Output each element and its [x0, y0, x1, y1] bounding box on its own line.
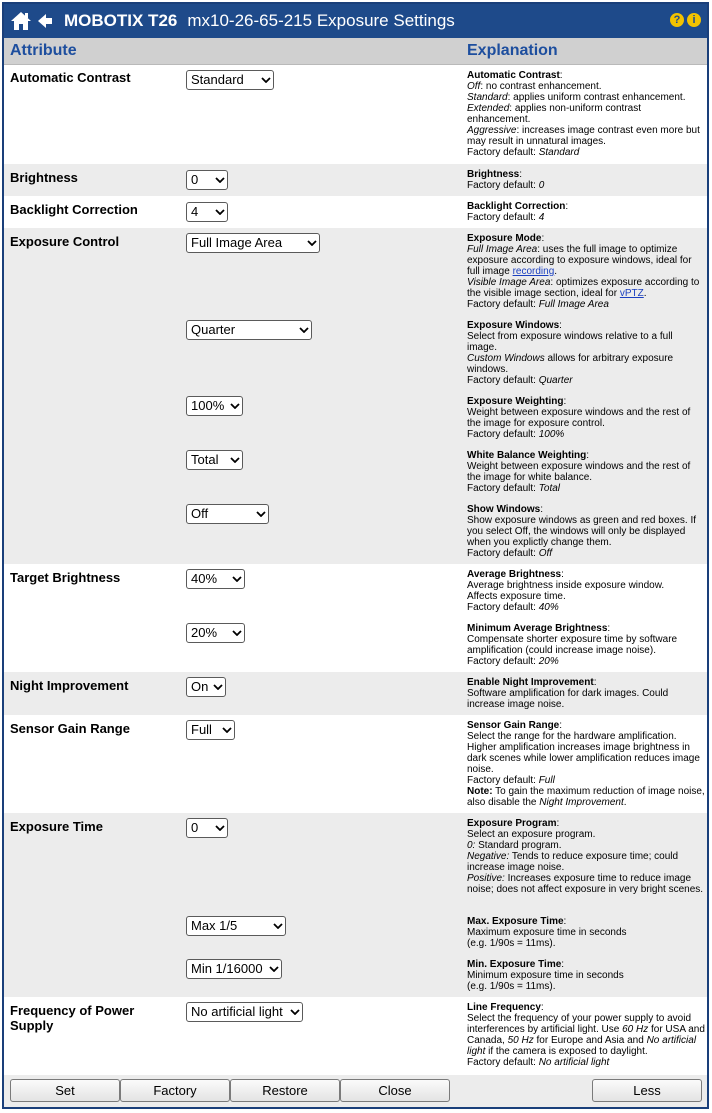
row-brightness — [4, 164, 707, 196]
less-button[interactable]: Less — [592, 1079, 702, 1102]
column-header — [4, 38, 707, 65]
chevron-down-icon — [271, 917, 285, 935]
chevron-down-icon — [259, 71, 273, 89]
row-exposure-control — [4, 228, 707, 564]
vptz-link[interactable]: vPTZ — [619, 288, 644, 299]
chevron-down-icon — [211, 678, 225, 696]
chevron-down-icon — [297, 321, 311, 339]
max-exposure-time-explanation: Max. Exposure Time: Maximum exposure time in seconds (e.g. 1/90s = 11ms). — [467, 916, 627, 949]
white-balance-weighting-select[interactable]: Total — [186, 450, 243, 470]
backlight-correction-select[interactable]: 4 — [186, 202, 228, 222]
min-exposure-time-explanation: Min. Exposure Time: Minimum exposure time in seconds (e.g. 1/90s = 11ms). — [467, 959, 624, 992]
chevron-down-icon — [228, 451, 242, 469]
button-bar — [4, 1075, 707, 1107]
show-windows-explanation: Show Windows: Show exposure windows as green and red boxes. If you select Off, the windows will only be displayed when you explictly change them. Factory default: Off — [467, 504, 697, 559]
page-title: mx10-26-65-215 Exposure Settings — [187, 11, 455, 30]
chevron-down-icon — [288, 1003, 302, 1021]
brand-title: MOBOTIX T26 — [64, 11, 178, 30]
sensor-gain-range-label: Sensor Gain Range — [10, 721, 130, 736]
sensor-gain-range-explanation: Sensor Gain Range: Select the range for the hardware amplification. Higher amplification increases image brightness in dark scenes while lower amplification reduces image noise. Factory default: Full Note: To gain the maximum reduction of image noise, also disable the Night Improvement. — [467, 720, 705, 808]
average-brightness-explanation: Average Brightness: Average brightness inside exposure window. Affects exposure time. Factory default: 40% — [467, 569, 665, 613]
show-windows-select[interactable]: Off — [186, 504, 269, 524]
backlight-correction-label: Backlight Correction — [10, 202, 138, 217]
brightness-label: Brightness — [10, 170, 78, 185]
sensor-gain-range-select[interactable]: Full — [186, 720, 235, 740]
row-exposure-time — [4, 813, 707, 997]
exposure-windows-select[interactable]: Quarter — [186, 320, 312, 340]
chevron-down-icon — [230, 570, 244, 588]
exposure-settings-window — [2, 2, 709, 1109]
row-backlight-correction — [4, 196, 707, 228]
exposure-program-select[interactable]: 0 — [186, 818, 228, 838]
help-icon[interactable]: ? — [670, 13, 684, 27]
automatic-contrast-label: Automatic Contrast — [10, 70, 131, 85]
title-bar — [4, 4, 707, 38]
row-automatic-contrast — [4, 65, 707, 164]
chevron-down-icon — [305, 234, 319, 252]
night-improvement-label: Night Improvement — [10, 678, 129, 693]
power-frequency-explanation: Line Frequency: Select the frequency of your power supply to avoid interferences by artificial light. Use 60 Hz for USA and Canada, 50 Hz for Europe and Asia and No artificial light if the camera is exposed to daylight. Factory default: No artificial light — [467, 1002, 705, 1068]
white-balance-weighting-explanation: White Balance Weighting: Weight between exposure windows and the rest of the image for white balance. Factory default: Total — [467, 450, 691, 494]
chevron-down-icon — [213, 203, 227, 221]
chevron-down-icon — [213, 819, 227, 837]
back-arrow-icon[interactable] — [36, 12, 54, 30]
chevron-down-icon — [220, 721, 234, 739]
chevron-down-icon — [267, 960, 281, 978]
min-exposure-time-select[interactable]: Min 1/16000 — [186, 959, 282, 979]
home-icon[interactable] — [10, 10, 32, 32]
night-improvement-explanation: Enable Night Improvement: Software amplification for dark images. Could increase image noise. — [467, 677, 669, 710]
attribute-header: Attribute — [10, 42, 77, 59]
chevron-down-icon — [230, 624, 244, 642]
power-frequency-label: Frequency of Power Supply — [10, 1003, 135, 1033]
brightness-explanation: Brightness: Factory default: 0 — [467, 169, 545, 191]
row-sensor-gain-range — [4, 715, 707, 813]
backlight-correction-explanation: Backlight Correction: Factory default: 4 — [467, 201, 569, 223]
row-power-frequency — [4, 997, 707, 1073]
factory-button[interactable]: Factory — [120, 1079, 230, 1102]
restore-button[interactable]: Restore — [230, 1079, 340, 1102]
chevron-down-icon — [213, 171, 227, 189]
exposure-control-label: Exposure Control — [10, 234, 120, 249]
recording-link[interactable]: recording — [512, 266, 555, 277]
max-exposure-time-select[interactable]: Max 1/5 — [186, 916, 286, 936]
target-brightness-label: Target Brightness — [10, 570, 121, 585]
chevron-down-icon — [254, 505, 268, 523]
exposure-weighting-select[interactable]: 100% — [186, 396, 243, 416]
exposure-mode-explanation: Exposure Mode: Full Image Area: uses the full image to optimize exposure according to exposure windows, ideal for full image recording. Visible Image Area: optimizes exposure according to the visible image section, ideal for vPTZ. Factory default: Full Image Area — [467, 233, 700, 310]
brightness-select[interactable]: 0 — [186, 170, 228, 190]
exposure-mode-select[interactable]: Full Image Area — [186, 233, 320, 253]
average-brightness-select[interactable]: 40% — [186, 569, 245, 589]
power-frequency-select[interactable]: No artificial light — [186, 1002, 303, 1022]
info-icon[interactable]: i — [687, 13, 701, 27]
close-button[interactable]: Close — [340, 1079, 450, 1102]
chevron-down-icon — [228, 397, 242, 415]
minimum-average-brightness-explanation: Minimum Average Brightness: Compensate shorter exposure time by software amplification (could increase image noise). Factory default: 20% — [467, 623, 678, 667]
night-improvement-select[interactable]: On — [186, 677, 226, 697]
exposure-program-explanation: Exposure Program: Select an exposure program. 0: Standard program. Negative: Tends to reduce exposure time; could increase image noise. Positive: Increases exposure time to reduce image noise; does not affect exposure in very bright scenes. — [467, 818, 704, 895]
exposure-time-label: Exposure Time — [10, 819, 103, 834]
automatic-contrast-select[interactable]: Standard — [186, 70, 274, 90]
row-target-brightness — [4, 564, 707, 672]
automatic-contrast-explanation: Automatic Contrast: Off: no contrast enhancement. Standard: applies uniform contrast enhancement. Extended: applies non-uniform contrast enhancement. Aggressive: increases image contrast even more but may result in unnatural images. Factory default: Standard — [467, 70, 700, 158]
set-button[interactable]: Set — [10, 1079, 120, 1102]
exposure-weighting-explanation: Exposure Weighting: Weight between exposure windows and the rest of the image for exposure control. Factory default: 100% — [467, 396, 691, 440]
exposure-windows-explanation: Exposure Windows: Select from exposure windows relative to a full image. Custom Windows allows for arbitrary exposure windows. Factory default: Quarter — [467, 320, 674, 386]
help-icons — [670, 13, 701, 27]
explanation-header: Explanation — [467, 42, 558, 59]
minimum-average-brightness-select[interactable]: 20% — [186, 623, 245, 643]
row-night-improvement — [4, 672, 707, 715]
